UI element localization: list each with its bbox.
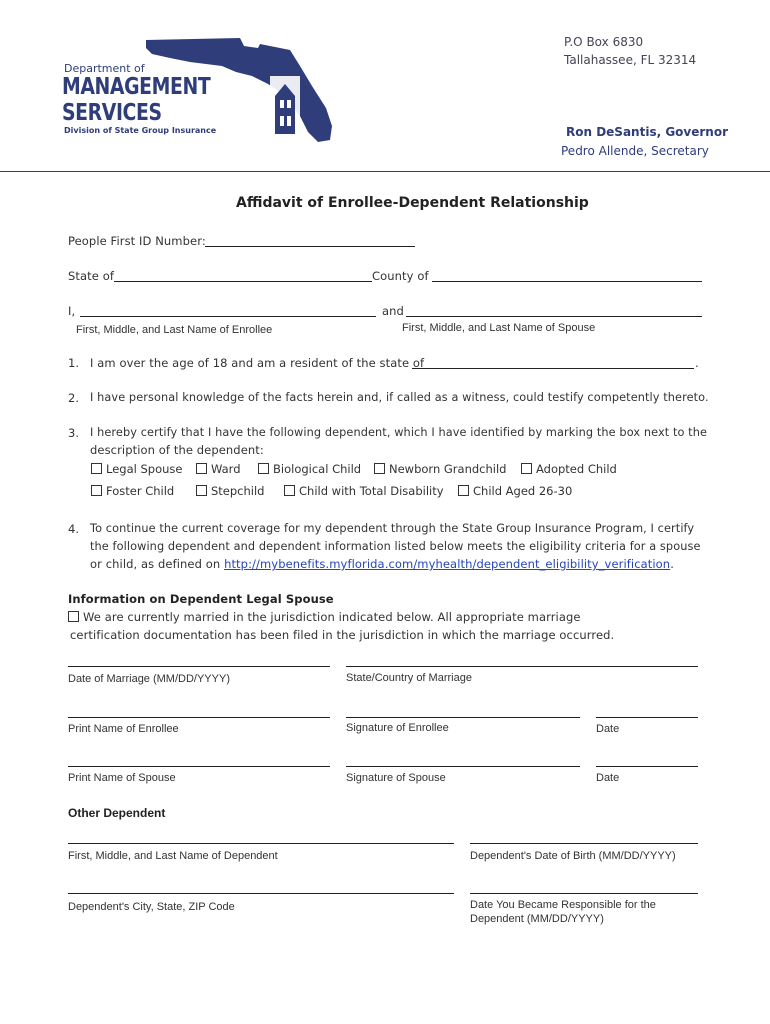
date2-field[interactable]	[596, 766, 698, 767]
dep-dob-caption: Dependent's Date of Birth (MM/DD/YYYY)	[470, 850, 676, 862]
option-child-aged-26-30[interactable]	[458, 484, 572, 498]
option-child-total-disability[interactable]	[284, 484, 444, 498]
option-stepchild[interactable]	[196, 484, 265, 498]
checkbox-icon[interactable]	[91, 485, 102, 496]
checkbox-icon[interactable]	[91, 463, 102, 474]
option-biological-child[interactable]	[258, 462, 361, 476]
item3-text-line2: description of the dependent:	[90, 443, 264, 457]
print-enrollee-caption: Print Name of Enrollee	[68, 723, 179, 735]
option-label: Newborn Grandchild	[389, 462, 507, 476]
option-label: Ward	[211, 462, 241, 476]
dep-name-field[interactable]	[68, 843, 454, 844]
checkbox-icon[interactable]	[68, 611, 79, 622]
address-line2: Tallahassee, FL 32314	[564, 53, 697, 67]
sig-spouse-field[interactable]	[346, 766, 580, 767]
logo-line2: MANAGEMENT	[62, 74, 211, 100]
dep-responsible-field[interactable]	[470, 893, 698, 894]
sig-enrollee-caption: Signature of Enrollee	[346, 722, 449, 734]
and-label: and	[382, 304, 404, 318]
item4-text-line1: To continue the current coverage for my dependent through the State Group Insurance Program, I certify	[90, 522, 695, 535]
enrollee-name-field[interactable]	[80, 316, 376, 317]
option-label: Legal Spouse	[106, 462, 183, 476]
logo-line1: Department of	[64, 62, 145, 75]
checkbox-icon[interactable]	[196, 485, 207, 496]
item1-text: I am over the age of 18 and am a resident of the state of	[90, 356, 425, 370]
county-field[interactable]	[432, 281, 702, 282]
dep-dob-field[interactable]	[470, 843, 698, 844]
item4-text-line2: the following dependent and dependent information listed below meets the eligibility criteria for a spouse	[90, 540, 701, 553]
state-country-field[interactable]	[346, 666, 698, 667]
logo-line4: Division of State Group Insurance	[64, 126, 217, 135]
secretary-name: Pedro Allende, Secretary	[561, 144, 709, 158]
checkbox-icon[interactable]	[196, 463, 207, 474]
print-spouse-field[interactable]	[68, 766, 330, 767]
checkbox-icon[interactable]	[258, 463, 269, 474]
sig-spouse-caption: Signature of Spouse	[346, 772, 446, 784]
item1-end: .	[695, 356, 699, 370]
county-of-label: County of	[372, 269, 429, 283]
dep-responsible-caption-line1: Date You Became Responsible for the	[470, 899, 656, 911]
people-first-field[interactable]	[205, 246, 415, 247]
spouse-name-caption: First, Middle, and Last Name of Spouse	[402, 322, 596, 334]
item4-line3-text: or child, as defined on	[90, 557, 221, 571]
date1-caption: Date	[596, 723, 620, 735]
people-first-label: People First ID Number:	[68, 234, 206, 248]
dms-logo	[60, 36, 275, 146]
item4-text-line3	[90, 557, 674, 571]
item3-text-line1: I hereby certify that I have the following dependent, which I have identified by marking the box next to the	[90, 426, 708, 439]
dep-responsible-caption-line2: Dependent (MM/DD/YYYY)	[470, 913, 604, 925]
state-country-caption: State/Country of Marriage	[346, 672, 472, 684]
checkbox-icon[interactable]	[284, 485, 295, 496]
married-statement-text: We are currently married in the jurisdiction indicated below. All appropriate marriage	[83, 610, 581, 624]
item4-number: 4.	[68, 522, 80, 536]
item2-number: 2.	[68, 391, 80, 405]
governor-name: Ron DeSantis, Governor	[566, 125, 728, 139]
option-adopted-child[interactable]	[521, 462, 617, 476]
married-statement-line2: certification documentation has been filed in the jurisdiction in which the marriage occurred.	[70, 628, 615, 642]
spouse-section-heading: Information on Dependent Legal Spouse	[68, 592, 334, 606]
i-label: I,	[68, 304, 76, 318]
address-line1: P.O Box 6830	[564, 35, 644, 49]
state-of-label: State of	[68, 269, 114, 283]
other-dependent-heading: Other Dependent	[68, 806, 166, 820]
dep-city-caption: Dependent's City, State, ZIP Code	[68, 901, 235, 913]
header-divider	[0, 171, 770, 172]
option-newborn-grandchild[interactable]	[374, 462, 506, 476]
option-ward[interactable]	[196, 462, 241, 476]
date-of-marriage-field[interactable]	[68, 666, 330, 667]
eligibility-link[interactable]: http://mybenefits.myflorida.com/myhealth/dependent_eligibility_verification	[224, 557, 671, 571]
option-label: Child Aged 26-30	[473, 484, 573, 498]
item2-text: I have personal knowledge of the facts herein and, if called as a witness, could testify competently thereto.	[90, 391, 709, 404]
logo-line3: SERVICES	[62, 100, 162, 126]
resident-state-field[interactable]	[412, 368, 694, 369]
item1-number: 1.	[68, 356, 80, 370]
dep-city-field[interactable]	[68, 893, 454, 894]
print-spouse-caption: Print Name of Spouse	[68, 772, 176, 784]
checkbox-icon[interactable]	[521, 463, 532, 474]
item3-number: 3.	[68, 426, 80, 440]
option-label: Child with Total Disability	[299, 484, 444, 498]
print-enrollee-field[interactable]	[68, 717, 330, 718]
date1-field[interactable]	[596, 717, 698, 718]
item4-end: .	[670, 557, 674, 571]
married-statement-line1[interactable]	[68, 610, 581, 624]
spouse-name-field[interactable]	[406, 316, 702, 317]
enrollee-name-caption: First, Middle, and Last Name of Enrollee	[76, 324, 273, 336]
option-label: Foster Child	[106, 484, 175, 498]
state-field[interactable]	[114, 281, 372, 282]
dep-name-caption: First, Middle, and Last Name of Dependent	[68, 850, 278, 862]
sig-enrollee-field[interactable]	[346, 717, 580, 718]
option-foster-child[interactable]	[91, 484, 174, 498]
date-of-marriage-caption: Date of Marriage (MM/DD/YYYY)	[68, 673, 230, 685]
option-legal-spouse[interactable]	[91, 462, 182, 476]
option-label: Biological Child	[273, 462, 362, 476]
checkbox-icon[interactable]	[458, 485, 469, 496]
checkbox-icon[interactable]	[374, 463, 385, 474]
date2-caption: Date	[596, 772, 620, 784]
option-label: Adopted Child	[536, 462, 617, 476]
option-label: Stepchild	[211, 484, 265, 498]
form-title: Affidavit of Enrollee-Dependent Relationship	[236, 195, 589, 211]
